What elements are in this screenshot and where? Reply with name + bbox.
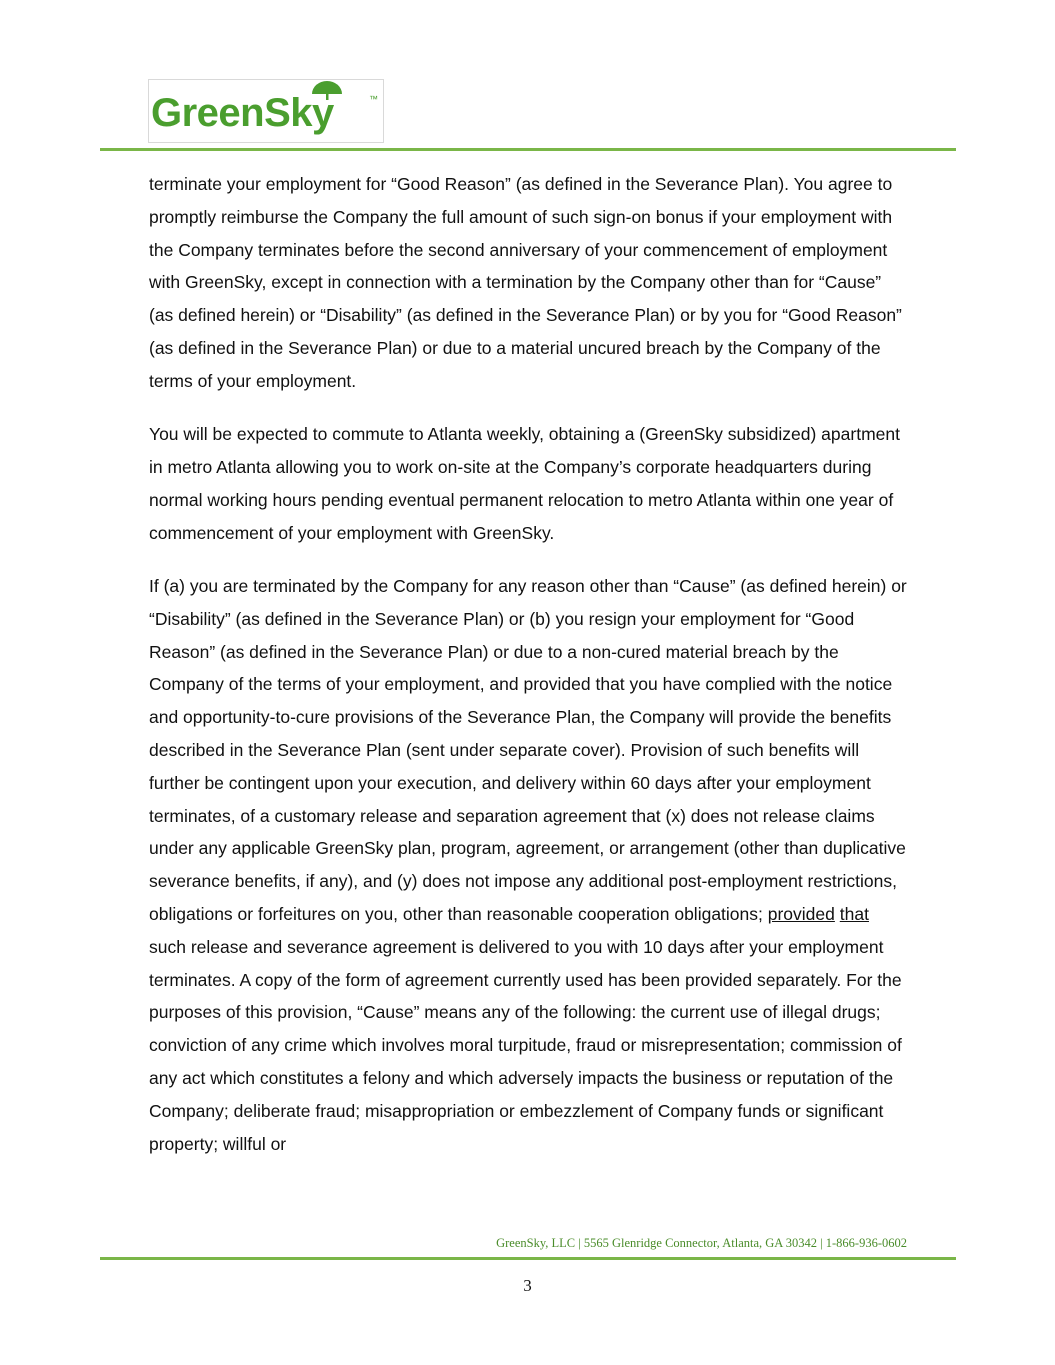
paragraph-1: terminate your employment for “Good Reason” (as defined in the Severance Plan). You agree to promptly reimburse the Company the full amount of such sign-on bonus if your employment with the Company terminates before the second anniversary of your commencement of employment with GreenSky, except in connection with a termination by the Company other than for “Cause” (as defined herein) or “Disability” (as defined in the Severance Plan) or by you for “Good Reason” (as defined in the Severance Plan) or due to a material uncured breach by the Company of the terms of your employment.: [149, 174, 902, 391]
underlined-provided: provided: [767, 903, 835, 924]
footer-rule: [100, 1257, 956, 1260]
header-rule: [100, 148, 956, 151]
paragraph-2: You will be expected to commute to Atlanta weekly, obtaining a (GreenSky subsidized) apartment in metro Atlanta allowing you to work on-site at the Company’s corporate headquarters during normal working hours pending eventual permanent relocation to metro Atlanta within one year of commencement of your employment with GreenSky.: [149, 424, 900, 543]
greensky-logo-graphic: [149, 80, 383, 142]
letter-body: [149, 168, 909, 1181]
greensky-logo: [148, 79, 384, 143]
page-number: 3: [523, 1276, 532, 1295]
underlined-that: that: [839, 903, 869, 924]
paragraph-3: [149, 570, 909, 1160]
paragraph-3-part-1: If (a) you are terminated by the Company for any reason other than “Cause” (as defined herein) or “Disability” (as defined in the Severance Plan) or (b) you resign your employment for “Good Reason” (as defined in the Severance Plan) or due to a non-cured material breach by the Company of the terms of your employment, and provided that you have complied with the notice and opportunity-to-cure provisions of the Severance Plan, the Company will provide the benefits described in the Severance Plan (sent under separate cover). Provision of such benefits will further be contingent upon your execution, and delivery within 60 days after your employment terminates, of a customary release and separation agreement that (x) does not release claims under any applicable GreenSky plan, program, agreement, or arrangement (other than duplicative severance benefits, if any), and (y) does not impose any additional post-employment restrictions, obligations or forfeitures on you, other than reasonable cooperation obligations;: [149, 575, 907, 924]
logo-trademark: ™: [369, 94, 378, 104]
paragraph-3-part-2: such release and severance agreement is delivered to you with 10 days after your employment terminates. A copy of the form of agreement currently used has been provided separately. For the purposes of this provision, “Cause” means any of the following: the current use of illegal drugs; conviction of any crime which involves moral turpitude, fraud or misrepresentation; commission of any act which constitutes a felony and which adversely impacts the business or reputation of the Company; deliberate fraud; misappropriation or embezzlement of Company funds or significant property; willful or: [149, 936, 902, 1154]
footer-address: GreenSky, LLC | 5565 Glenridge Connector, Atlanta, GA 30342 | 1-866-936-0602: [496, 1236, 907, 1250]
logo-text: GreenSky: [151, 91, 334, 135]
